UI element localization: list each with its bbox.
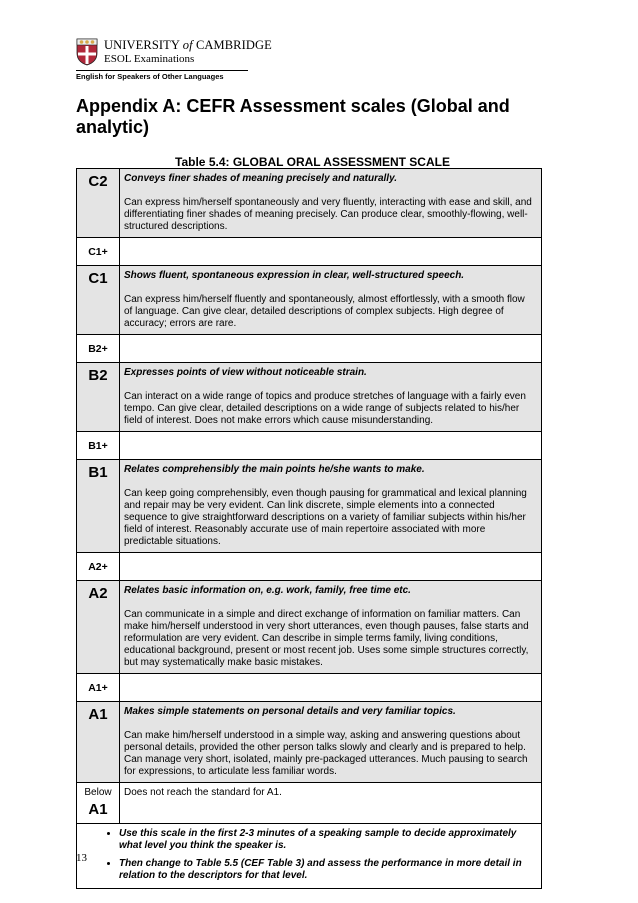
level-cell: Below A1 xyxy=(77,783,120,824)
descriptor-cell xyxy=(120,674,542,702)
table-caption: Table 5.4: GLOBAL ORAL ASSESSMENT SCALE xyxy=(175,155,450,169)
usage-note: • Use this scale in the first 2-3 minutes of a speaking sample to decide approximately what level you think the speaker is. xyxy=(119,828,533,852)
table-row-a1 xyxy=(77,702,542,783)
descriptor-cell xyxy=(120,335,542,363)
table-row-b2-plus xyxy=(77,335,542,363)
usage-note: • Then change to Table 5.5 (CEF Table 3) and assess the performance in more detail in relation to the descriptors for that level. xyxy=(119,858,533,882)
appendix-title: Appendix A: CEFR Assessment scales (Global and analytic) xyxy=(76,96,510,137)
level-description: Can express him/herself fluently and spontaneously, almost effortlessly, with a smooth flow of language. Can give clear, detailed descriptions of complex subjects. High degree of accuracy; errors are rare. xyxy=(124,294,525,329)
level-code: A1 xyxy=(88,801,108,818)
level-code: B2 xyxy=(77,363,120,432)
level-code: B2+ xyxy=(77,335,120,363)
table-row-a2-plus xyxy=(77,553,542,581)
descriptor-cell xyxy=(120,581,542,674)
table-row-notes xyxy=(77,824,542,889)
logo-tagline: English for Speakers of Other Languages xyxy=(76,72,224,81)
descriptor-cell xyxy=(120,702,542,783)
global-oral-assessment-table xyxy=(76,168,542,889)
cambridge-crest-icon xyxy=(76,38,98,66)
descriptor-cell xyxy=(120,432,542,460)
descriptor-cell xyxy=(120,460,542,553)
descriptor-cell xyxy=(120,238,542,266)
logo-divider xyxy=(76,70,248,71)
level-headline: Relates basic information on, e.g. work, family, free time etc. xyxy=(124,585,411,596)
descriptor-cell xyxy=(120,169,542,238)
level-headline: Expresses points of view without noticeable strain. xyxy=(124,367,367,378)
level-headline: Shows fluent, spontaneous expression in clear, well-structured speech. xyxy=(124,270,465,281)
page-number: 13 xyxy=(76,852,87,864)
level-description: Can make him/herself understood in a simple way, asking and answering questions about personal details, provided the other person talks slowly and clearly and is prepared to help. Can manage very short, isolated, mainly pre-packaged utterances. Much pausing to search for expressions, to articulate less familiar words. xyxy=(124,730,528,777)
level-description: Can interact on a wide range of topics and produce stretches of language with a fairly even tempo. Can give clear, detailed descriptions on a wide range of subjects related to his/her field of interest. Does not make errors which cause misunderstanding. xyxy=(124,391,526,426)
table-row-a1-plus xyxy=(77,674,542,702)
usage-notes-list xyxy=(87,828,533,882)
level-code: A1+ xyxy=(77,674,120,702)
level-code: C2 xyxy=(77,169,120,238)
table-row-b1-plus xyxy=(77,432,542,460)
descriptor-cell xyxy=(120,553,542,581)
level-headline: Relates comprehensibly the main points he/she wants to make. xyxy=(124,464,425,475)
level-code: A1 xyxy=(77,702,120,783)
table-row-b2 xyxy=(77,363,542,432)
level-description: Can communicate in a simple and direct exchange of information on familiar matters. Can make him/herself understood in very short utterances, even though pauses, false starts and reformulation are very evident. Can describe in simple terms family, living conditions, educational background, present or most recent job. Uses some simple structures correctly, but may systematically make basic mistakes. xyxy=(124,609,529,668)
level-code: A2+ xyxy=(77,553,120,581)
descriptor-cell: Does not reach the standard for A1. xyxy=(120,783,542,824)
level-headline: Makes simple statements on personal details and very familiar topics. xyxy=(124,706,456,717)
level-code: B1+ xyxy=(77,432,120,460)
exam-board-name: ESOL Examinations xyxy=(104,53,195,65)
level-code: C1 xyxy=(77,266,120,335)
table-row-below-a1 xyxy=(77,783,542,824)
level-headline: Conveys finer shades of meaning precisely and naturally. xyxy=(124,173,398,184)
usage-notes-cell xyxy=(77,824,542,889)
table-row-c1-plus xyxy=(77,238,542,266)
table-row-c1 xyxy=(77,266,542,335)
level-code: C1+ xyxy=(77,238,120,266)
level-description: Can keep going comprehensibly, even though pausing for grammatical and lexical planning and repair may be very evident. Can link discrete, simple elements into a connected sequence to give straightforward descriptions on a variety of familiar subjects within his/her field of interest. Reasonably accurate use of main repertoire associated with more predictable situations. xyxy=(124,488,527,547)
level-description: Can express him/herself spontaneously and very fluently, interacting with ease and skill, and differentiating finer shades of meaning precisely. Can produce clear, smoothly-flowing, well-structured descriptions. xyxy=(124,197,532,232)
table-row-a2 xyxy=(77,581,542,674)
descriptor-cell xyxy=(120,363,542,432)
university-name: UNIVERSITY of CAMBRIDGE xyxy=(104,38,272,52)
table-row-c2 xyxy=(77,169,542,238)
table-row-b1 xyxy=(77,460,542,553)
level-code: A2 xyxy=(77,581,120,674)
descriptor-cell xyxy=(120,266,542,335)
level-code: B1 xyxy=(77,460,120,553)
